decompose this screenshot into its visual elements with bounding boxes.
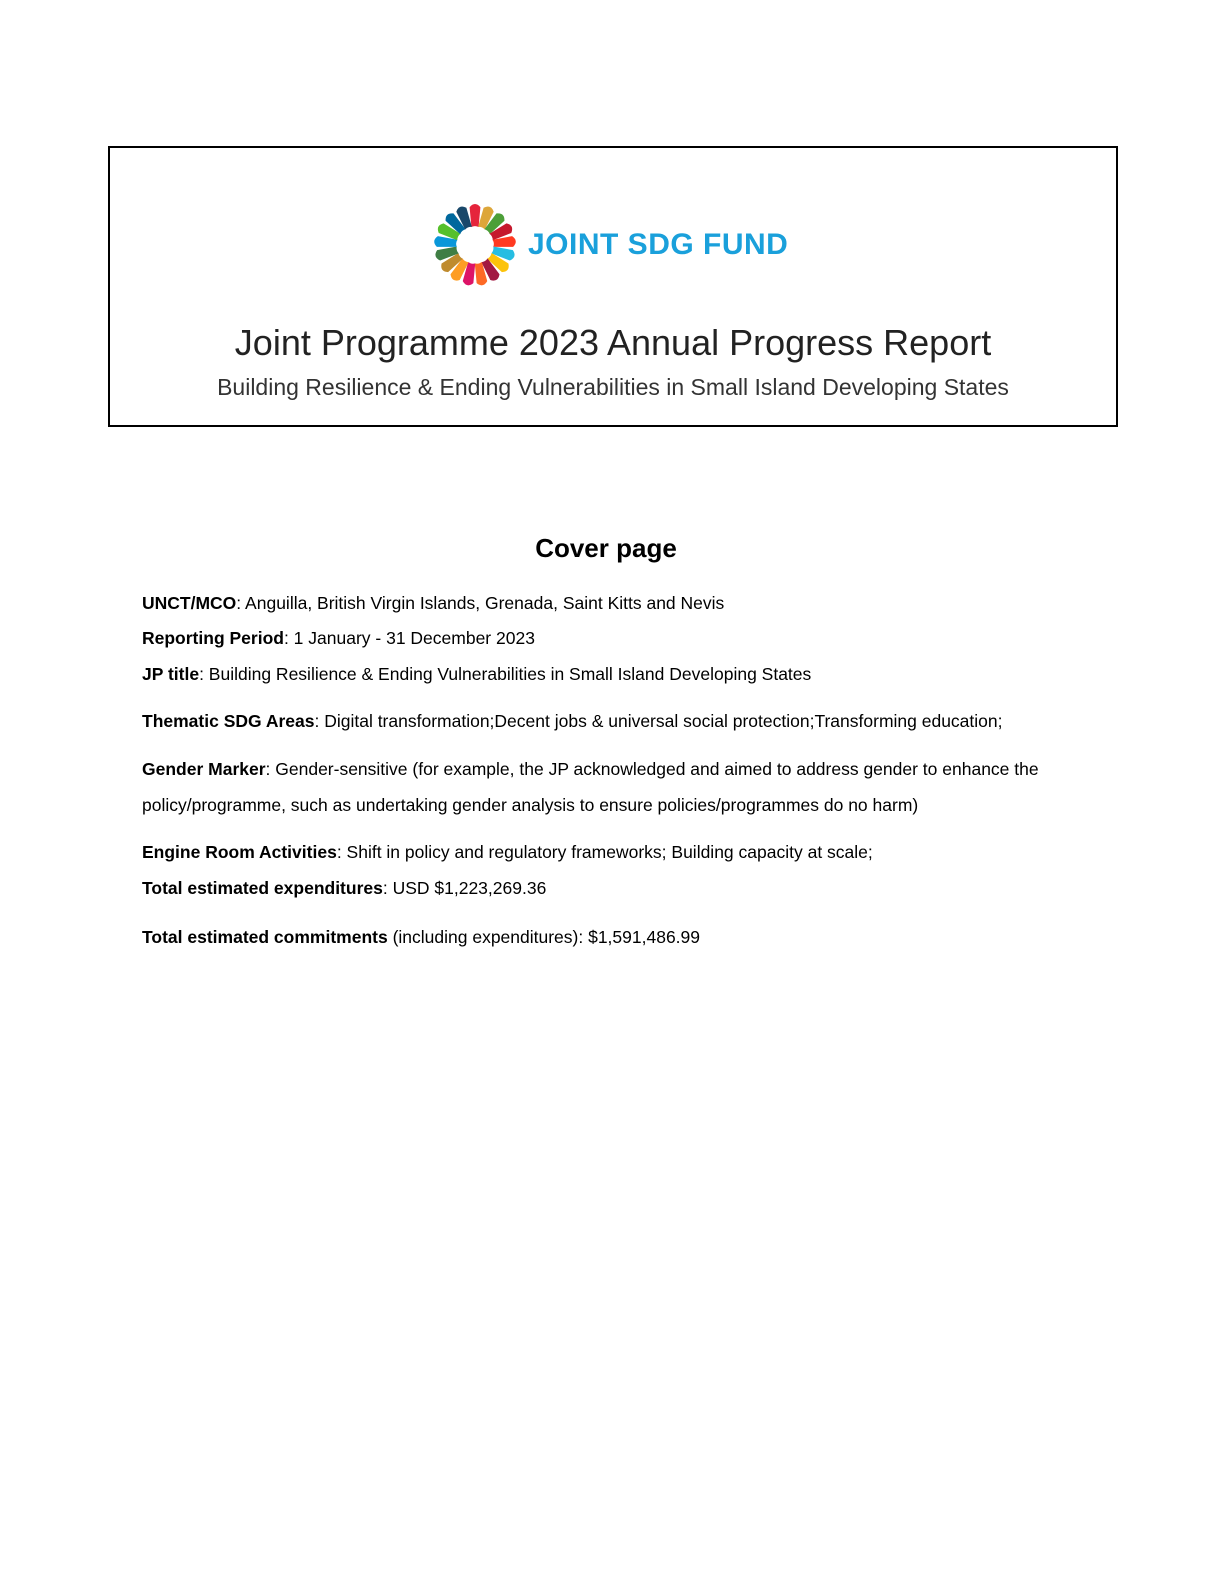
field-value: : Shift in policy and regulatory frameworks; Building capacity at scale; <box>336 842 873 862</box>
field-jp-title <box>142 656 1082 692</box>
field-label: Reporting Period <box>142 628 284 648</box>
field-value: : 1 January - 31 December 2023 <box>283 628 535 648</box>
field-value: (including expenditures): $1,591,486.99 <box>387 927 701 947</box>
field-value: : Gender-sensitive (for example, the JP acknowledged and aimed to address gender to enhance the policy/programme, such as undertaking gender analysis to ensure policies/programmes do no harm) <box>142 759 1039 815</box>
field-engine-room-activities <box>142 834 1082 870</box>
field-value: : Building Resilience & Ending Vulnerabilities in Small Island Developing States <box>199 664 812 684</box>
field-label: Engine Room Activities <box>142 842 337 862</box>
field-thematic-sdg-areas <box>142 703 1082 739</box>
report-subtitle: Building Resilience & Ending Vulnerabilities in Small Island Developing States <box>217 374 1009 400</box>
field-label: Gender Marker <box>142 759 266 779</box>
logo-text: JOINT SDG FUND <box>528 228 789 261</box>
field-value: : Anguilla, British Virgin Islands, Grenada, Saint Kitts and Nevis <box>236 593 725 613</box>
field-reporting-period <box>142 620 1082 656</box>
field-label: Total estimated commitments <box>142 927 388 947</box>
field-total-expenditures <box>142 870 1082 906</box>
field-value: : Digital transformation;Decent jobs & universal social protection;Transforming education; <box>314 711 1003 731</box>
sdg-wheel-icon <box>430 193 520 297</box>
report-title: Joint Programme 2023 Annual Progress Report <box>234 322 992 363</box>
cover-page-heading: Cover page <box>535 533 677 563</box>
field-gender-marker <box>142 751 1082 823</box>
report-header-box <box>108 146 1118 427</box>
field-label: UNCT/MCO <box>142 593 237 613</box>
field-unct-mco <box>142 585 1082 621</box>
field-label: JP title <box>142 664 200 684</box>
field-label: Total estimated expenditures <box>142 878 383 898</box>
joint-sdg-fund-logo <box>430 193 788 297</box>
sdg-petal <box>470 204 481 227</box>
field-label: Thematic SDG Areas <box>142 711 315 731</box>
field-total-commitments <box>142 919 1082 955</box>
field-value: : USD $1,223,269.36 <box>382 878 547 898</box>
